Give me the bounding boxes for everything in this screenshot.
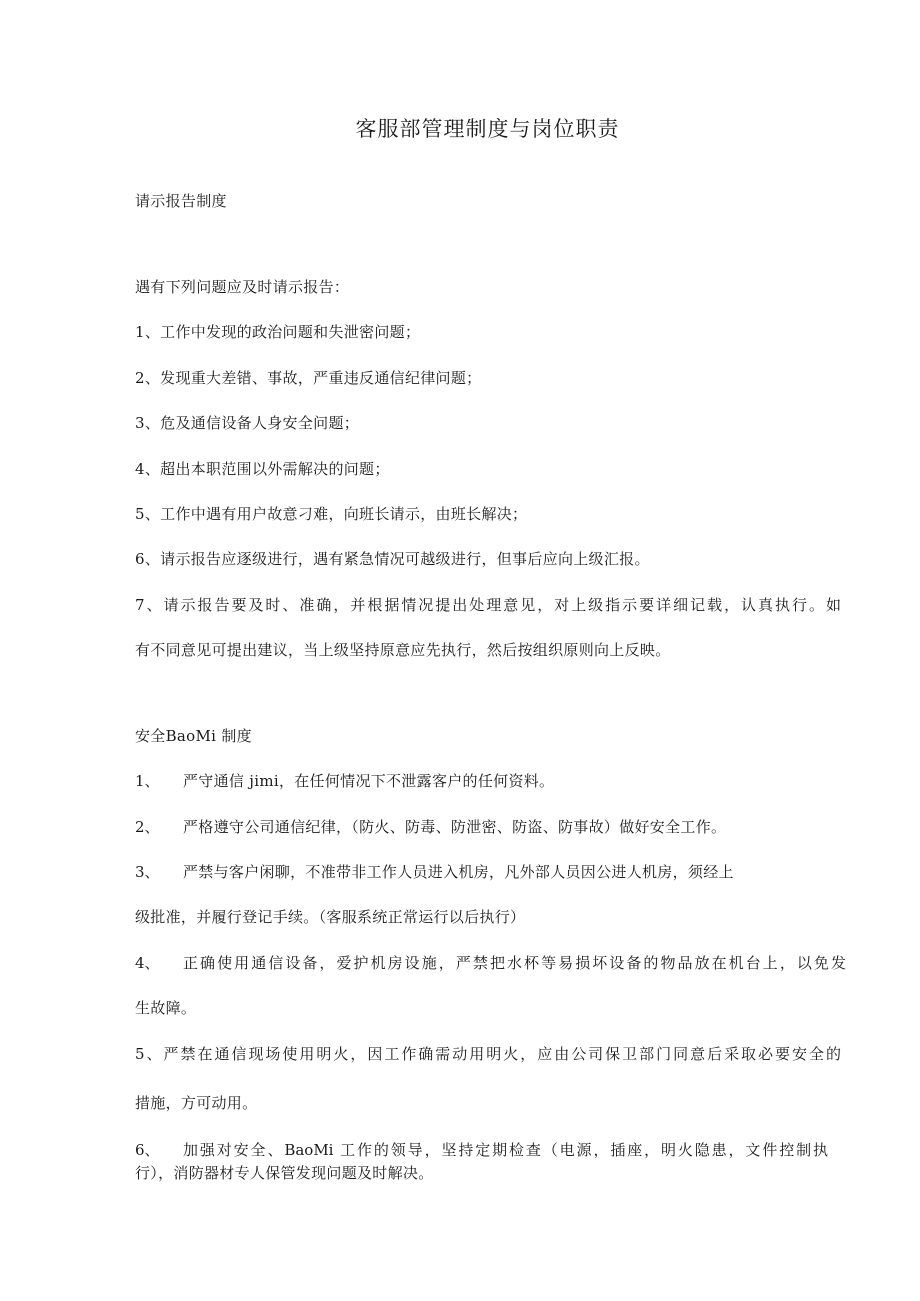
list-item-number: 2、 (135, 818, 160, 836)
list-item: 加强对安全、BaoMi 工作的领导，坚持定期检查（电源，插座，明火隐患，文件控制执 (183, 1141, 828, 1159)
section-intro: 遇有下列问题应及时请示报告： (135, 278, 350, 296)
list-item-continuation: 措施，方可动用。 (135, 1094, 258, 1112)
list-item: 6、请示报告应逐级进行，遇有紧急情况可越级进行，但事后应向上级汇报。 (135, 550, 650, 568)
list-item-continuation: 级批准，并履行登记手续。（客服系统正常运行以后执行） (135, 908, 526, 926)
list-item: 严禁与客户闲聊，不准带非工作人员进入机房，凡外部人员因公进人机房，须经上 (183, 863, 734, 881)
list-item-continuation: 有不同意见可提出建议，当上级坚持原意应先执行，然后按组织原则向上反映。 (135, 641, 671, 659)
list-item-number: 6、 (135, 1141, 160, 1159)
list-item-number: 4、 (135, 954, 160, 972)
list-item-continuation: 生故障。 (135, 999, 197, 1017)
list-item: 7、请示报告要及时、准确，并根据情况提出处理意见，对上级指示要详细记载，认真执行。如 (135, 596, 841, 614)
list-item-number: 1、 (135, 772, 160, 790)
list-item: 3、危及通信设备人身安全问题； (135, 414, 360, 432)
list-item: 严守通信 jimi，在任何情况下不泄露客户的任何资料。 (183, 772, 555, 790)
list-item: 5、严禁在通信现场使用明火，因工作确需动用明火，应由公司保卫部门同意后采取必要安全的 (135, 1045, 841, 1063)
page-title: 客服部管理制度与岗位职责 (355, 117, 620, 141)
list-item: 1、工作中发现的政治问题和失泄密问题； (135, 323, 421, 341)
section-heading-report: 请示报告制度 (135, 192, 227, 210)
list-item-number: 3、 (135, 863, 160, 881)
list-item: 2、发现重大差错、事故，严重违反通信纪律问题； (135, 369, 482, 387)
list-item: 5、工作中遇有用户故意刁难，向班长请示，由班长解决； (135, 505, 528, 523)
list-item: 4、超出本职范围以外需解决的问题； (135, 460, 390, 478)
list-item: 严格遵守公司通信纪律，（防火、防毒、防泄密、防盗、防事故）做好安全工作。 (183, 818, 727, 836)
section-heading-security: 安全BaoMi 制度 (135, 727, 252, 745)
list-item-continuation: 行），消防器材专人保管发现问题及时解决。 (135, 1164, 434, 1182)
list-item: 正确使用通信设备，爱护机房设施，严禁把水杯等易损坏设备的物品放在机台上，以免发 (183, 954, 846, 972)
